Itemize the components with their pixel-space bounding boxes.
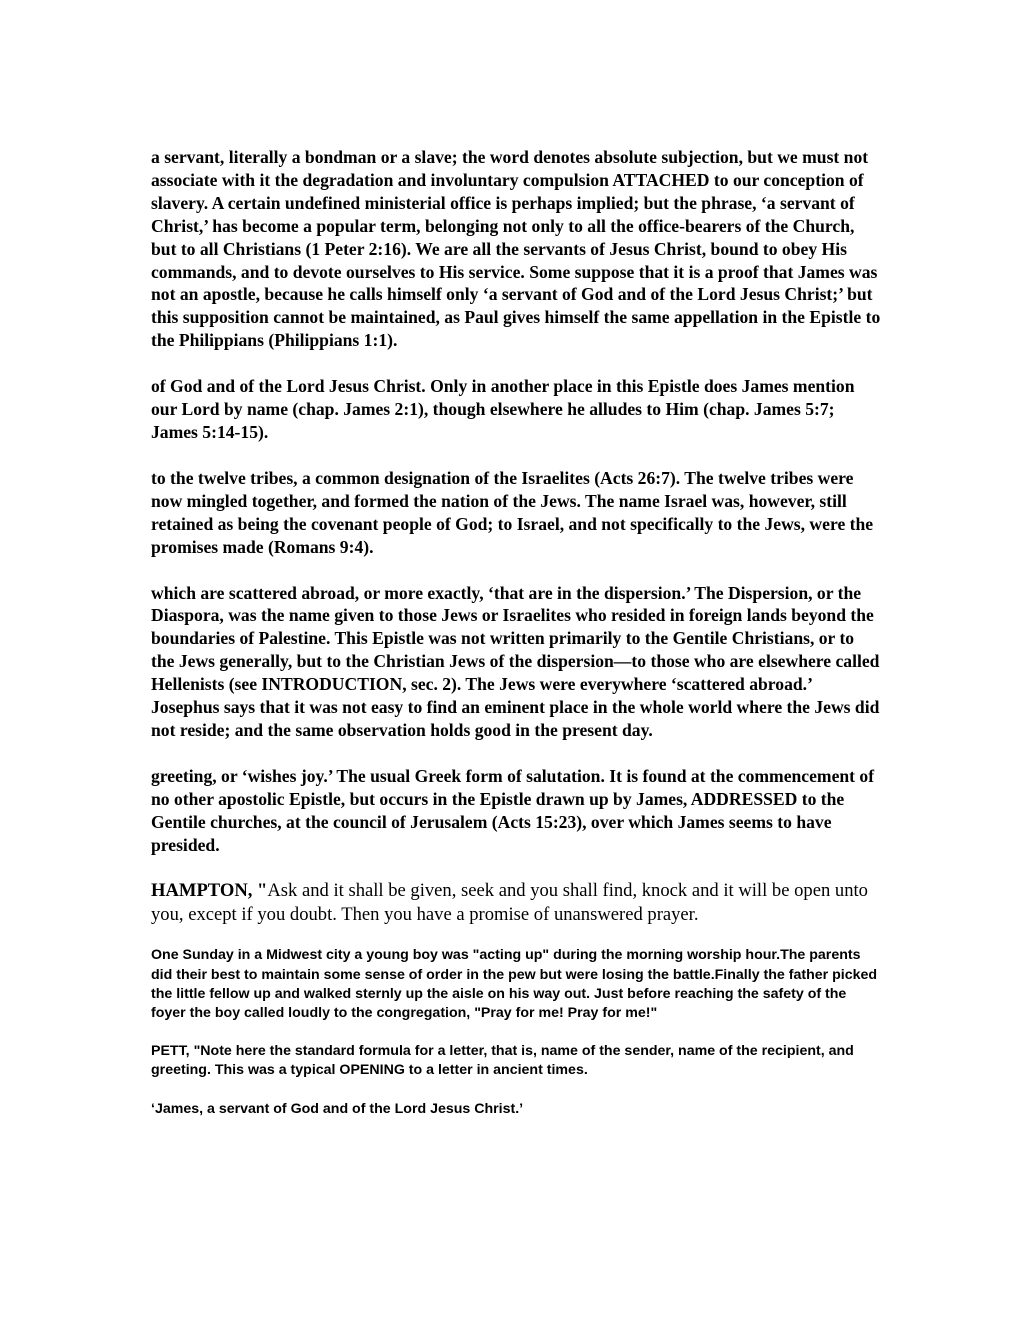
commentary-paragraph-lord: of God and of the Lord Jesus Christ. Only in another place in this Epistle does James mention our Lord by name (chap. James 2:1), though elsewhere he alludes to Him (chap. James 5:7; James 5:14-15). <box>151 376 855 442</box>
hampton-lead: HAMPTON, " <box>151 880 268 902</box>
commentary-paragraph-dispersion: which are scattered abroad, or more exactly, ‘that are in the dispersion.’ The Dispersion, or the Diaspora, was the name given to those Jews or Israelites who resided in foreign lands beyond the boundaries of Palestine. This Epistle was not written primarily to the Gentile Christians, or to the Jews generally, but to the Christian Jews of the dispersion—to those who are elsewhere called Hellenists (see INTRODUCTION, sec. 2). The Jews were everywhere ‘scattered abroad.’ Josephus says that it was not easy to find an eminent place in the whole world where the Jews did not reside; and the same observation holds good in the present day. <box>151 582 880 740</box>
commentary-paragraph-greeting: greeting, or ‘wishes joy.’ The usual Greek form of salutation. It is found at the commencement of no other apostolic Epistle, but occurs in the Epistle drawn up by James, ADDRESSED to the Gentile churches, at the council of Jerusalem (Acts 15:23), over which James seems to have presided. <box>151 765 875 855</box>
anecdote-paragraph: One Sunday in a Midwest city a young boy was "acting up" during the morning worship hour.The parents did their best to maintain some sense of order in the pew but were losing the battle.Finally the father picked the little fellow up and walked sternly up the aisle on his way out. Just before reaching the safety of the foyer the boy called loudly to the congregation, "Pray for me! Pray for me!" <box>151 947 878 1022</box>
hampton-paragraph <box>151 879 881 927</box>
commentary-paragraph-tribes: to the twelve tribes, a common designation of the Israelites (Acts 26:7). The twelve tribes were now mingled together, and formed the nation of the Jews. The name Israel was, however, still retained as being the covenant people of God; to Israel, and not specifically to the Jews, were the promises made (Romans 9:4). <box>151 467 874 557</box>
document-page <box>151 146 881 1138</box>
hampton-text: Ask and it shall be given, seek and you shall find, knock and it will be open unto you, except if you doubt. Then you have a promise of unanswered prayer. <box>151 880 868 926</box>
quote-paragraph: ‘James, a servant of God and of the Lord Jesus Christ.’ <box>151 1100 524 1117</box>
commentary-paragraph-servant: a servant, literally a bondman or a slave; the word denotes absolute subjection, but we must not associate with it the degradation and involuntary compulsion ATTACHED to our conception of slavery. A certain undefined ministerial office is perhaps implied; but the phrase, ‘a servant of Christ,’ has become a popular term, belonging not only to all the office-bearers of the Church, but to all Christians (1 Peter 2:16). We are all the servants of Jesus Christ, bound to obey His commands, and to devote ourselves to His service. Some suppose that it is a proof that James was not an apostle, because he calls himself only ‘a servant of God and of the Lord Jesus Christ;’ but this supposition cannot be maintained, as Paul gives himself the same appellation in the Epistle to the Philippians (Philippians 1:1). <box>151 147 881 351</box>
pett-paragraph: PETT, "Note here the standard formula for a letter, that is, name of the sender, name of the recipient, and greeting. This was a typical OPENING to a letter in ancient times. <box>151 1043 854 1079</box>
